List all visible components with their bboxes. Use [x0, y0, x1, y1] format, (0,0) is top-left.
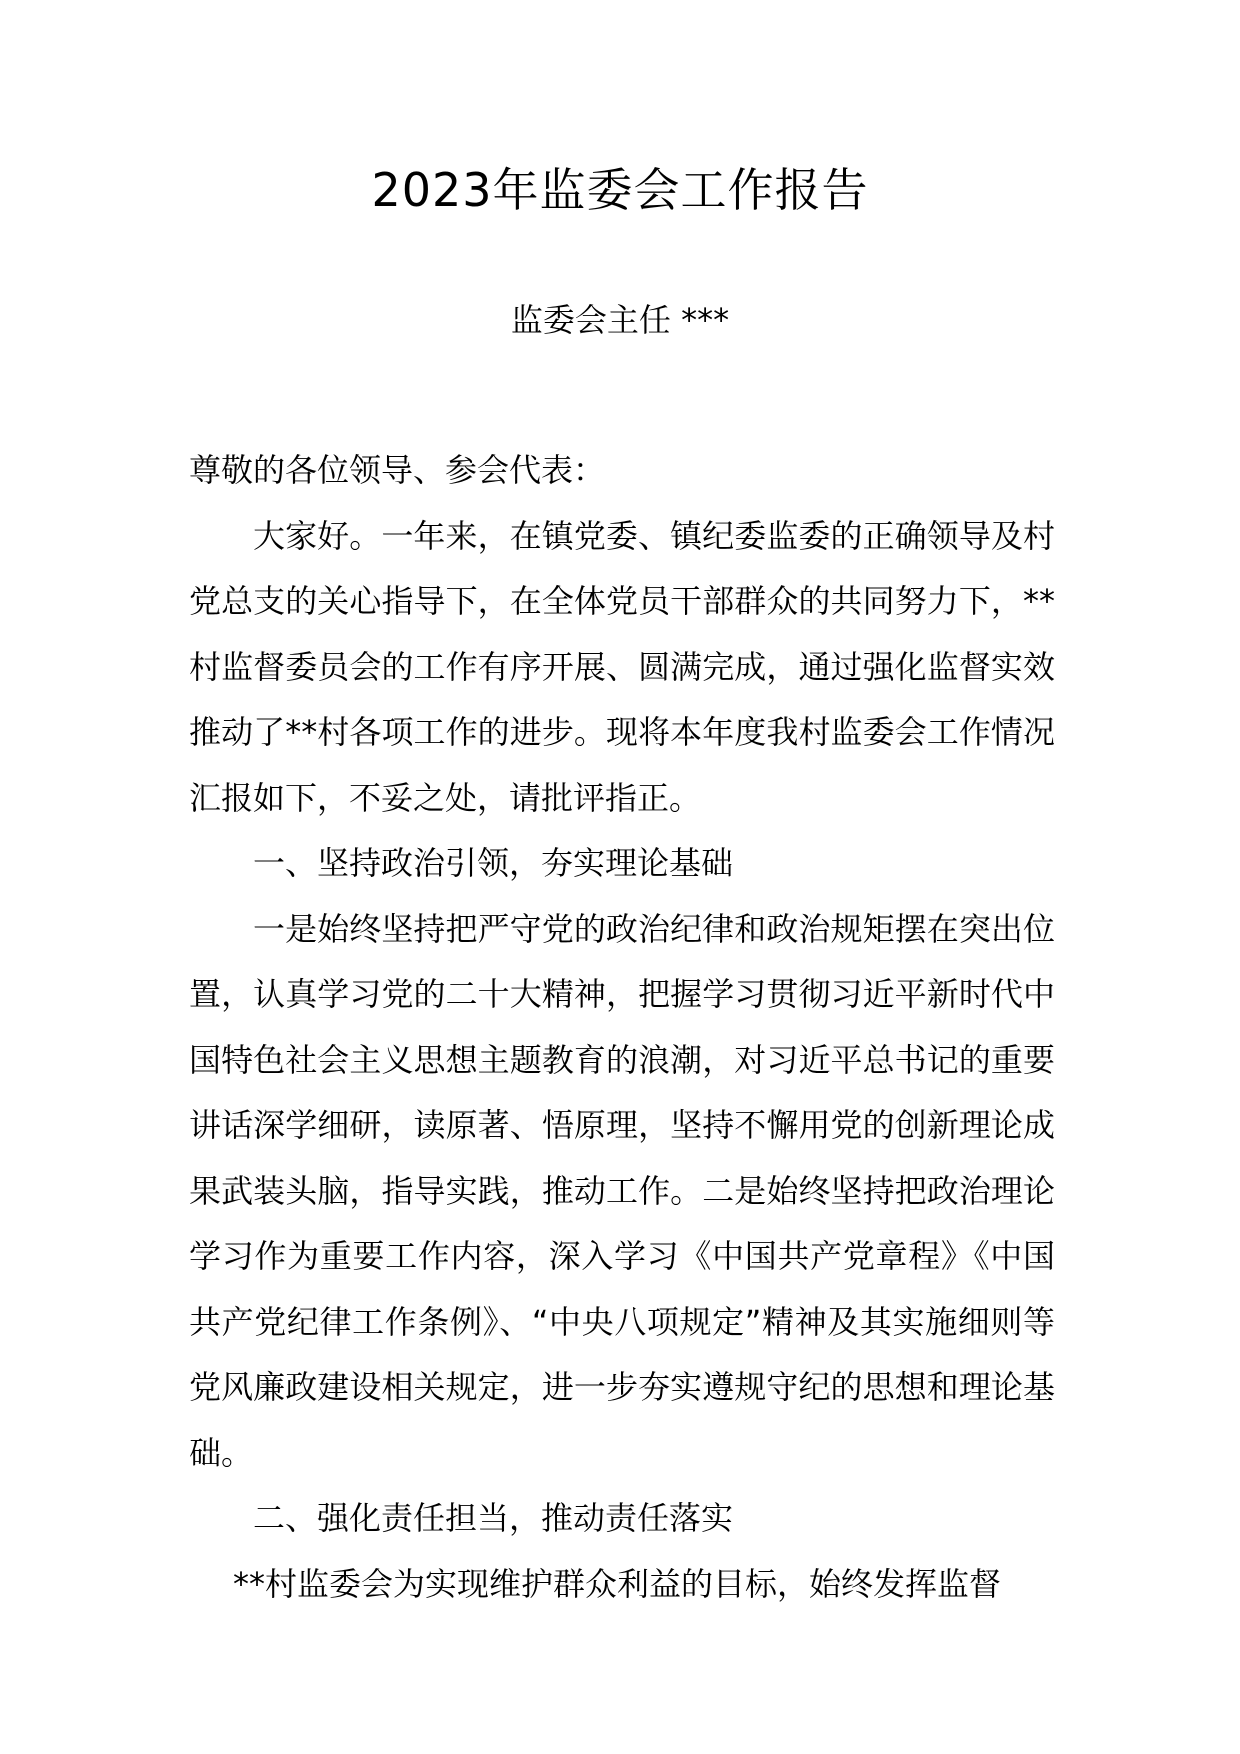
section-2-heading: 二、强化责任担当，推动责任落实 — [253, 1499, 734, 1537]
section-1-heading: 一、坚持政治引领，夯实理论基础 — [253, 844, 734, 882]
intro-paragraph: 大家好。一年来，在镇党委、镇纪委监委的正确领导及村党总支的关心指导下，在全体党员干部群众的共同努力下，**村监督委员会的工作有序开展、圆满完成，通过强化监督实效推动了**村各项工作的进步。现将本年度我村监委会工作情况汇报如下，不妥之处，请批评指正。 — [189, 516, 1055, 817]
document-body — [189, 438, 1055, 1617]
document-title: 2023年监委会工作报告 — [371, 163, 869, 217]
section-2-paragraph: **村监委会为实现维护群众利益的目标，始终发挥监督 — [233, 1564, 1002, 1603]
document-author: 监委会主任 *** — [510, 301, 730, 339]
section-1-paragraph: 一是始终坚持把严守党的政治纪律和政治规矩摆在突出位置，认真学习党的二十大精神，把握学习贯彻习近平新时代中国特色社会主义思想主题教育的浪潮，对习近平总书记的重要讲话深学细研，读原著、悟原理，坚持不懈用党的创新理论成果武装头脑，指导实践，推动工作。二是始终坚持把政治理论学习作为重要工作内容，深入学习《中国共产党章程》《中国共产党纪律工作条例》、“中央八项规定”精神及其实施细则等党风廉政建设相关规定，进一步夯实遵规守纪的思想和理论基础。 — [189, 909, 1055, 1472]
salutation: 尊敬的各位领导、参会代表： — [189, 451, 606, 489]
